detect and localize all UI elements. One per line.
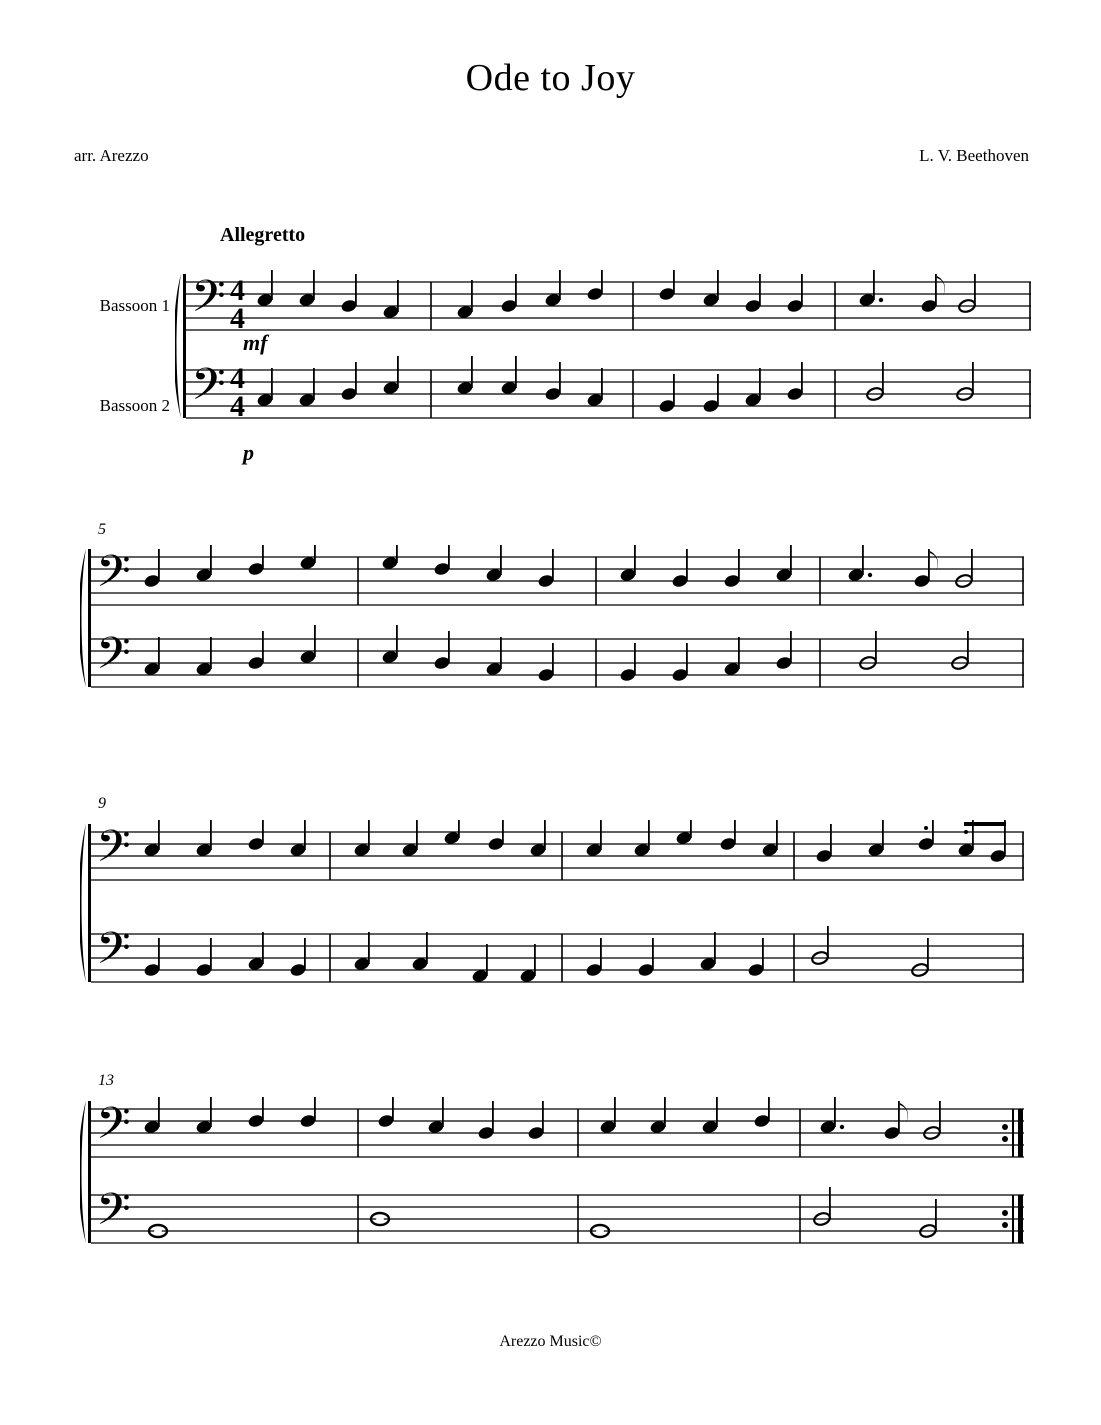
copyright-footer: Arezzo Music©	[499, 1333, 602, 1350]
dynamic-mf: mf	[243, 330, 268, 355]
svg-text:4: 4	[230, 390, 245, 423]
svg-text:4: 4	[230, 274, 245, 307]
tempo-marking: Allegretto	[220, 224, 306, 246]
system-1	[175, 270, 1035, 450]
system-3	[80, 820, 1030, 990]
svg-text:𝄢: 𝄢	[96, 1097, 131, 1160]
dynamic-p: p	[243, 440, 254, 465]
measure-number-13: 13	[98, 1072, 114, 1089]
page-title: Ode to Joy	[465, 57, 636, 99]
final-repeat-barline	[1002, 1109, 1023, 1243]
measure-number-9: 9	[98, 795, 106, 812]
part-label-bassoon-2: Bassoon 2	[99, 396, 170, 415]
svg-text:4: 4	[230, 302, 245, 335]
arranger-credit: arr. Arezzo	[74, 146, 149, 165]
svg-text:𝄢: 𝄢	[191, 270, 226, 333]
part-label-bassoon-1: Bassoon 1	[99, 296, 170, 315]
composer-credit: L. V. Beethoven	[919, 146, 1029, 165]
svg-text:𝄢: 𝄢	[96, 922, 131, 985]
svg-text:4: 4	[230, 362, 245, 395]
svg-text:𝄢: 𝄢	[96, 545, 131, 608]
bass-clef-upper	[191, 270, 226, 333]
system-2	[80, 545, 1030, 710]
svg-text:𝄢: 𝄢	[96, 820, 131, 883]
system-2-staves	[80, 545, 1030, 710]
measure-number-5: 5	[98, 521, 106, 538]
system-3-staves	[80, 820, 1030, 990]
system-4-staves	[80, 1097, 1030, 1252]
svg-text:𝄢: 𝄢	[191, 358, 226, 421]
bass-clef-lower	[191, 358, 226, 421]
system-1-staves	[175, 270, 1035, 450]
svg-text:𝄢: 𝄢	[96, 627, 131, 690]
svg-text:𝄢: 𝄢	[96, 1183, 131, 1246]
system-4	[80, 1097, 1030, 1252]
